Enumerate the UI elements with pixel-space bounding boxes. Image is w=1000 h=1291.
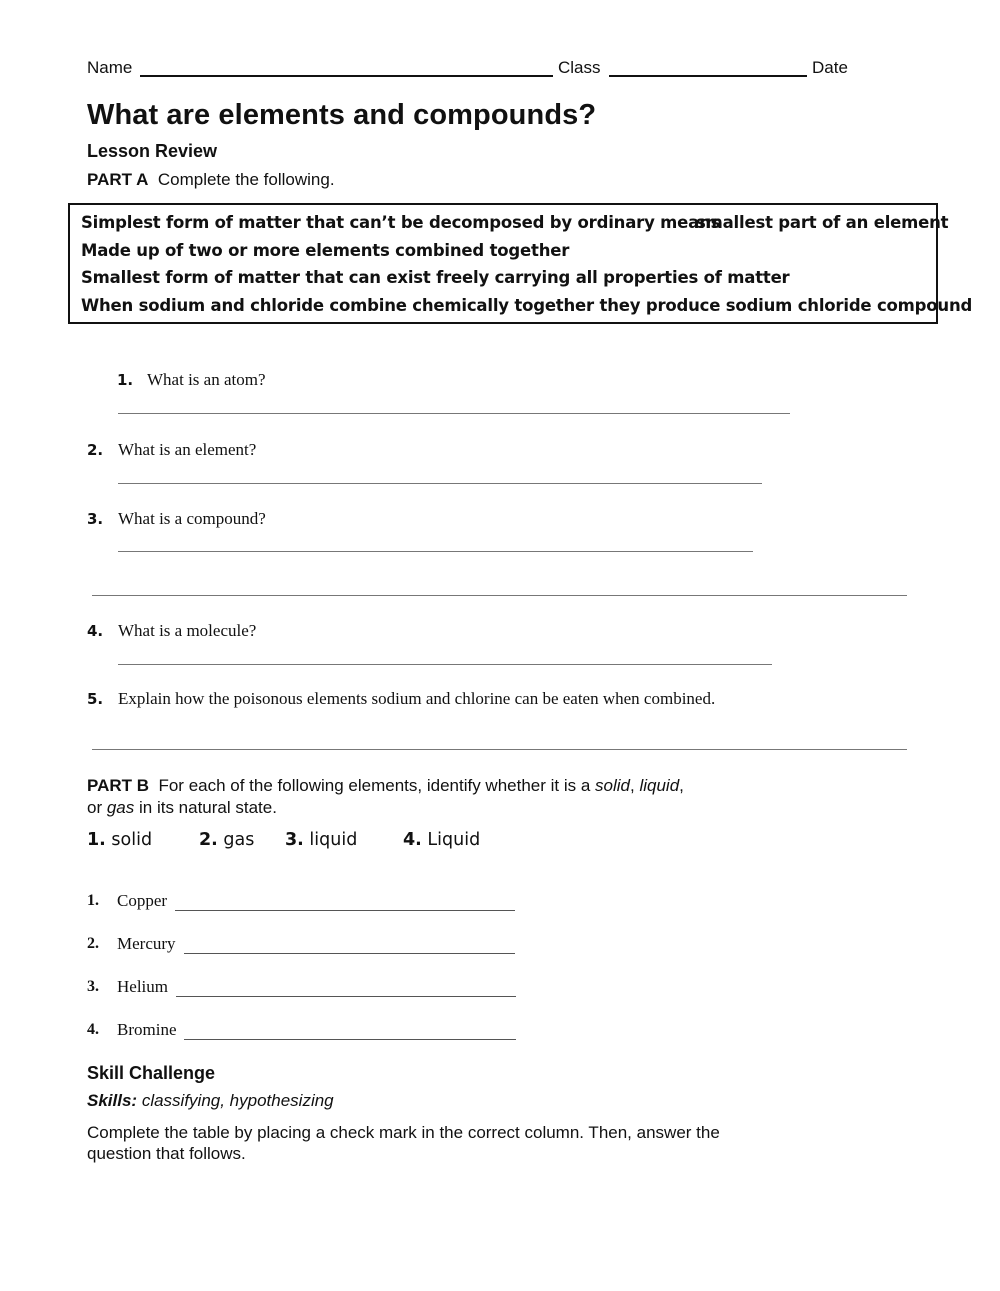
part-b-text: in its natural state. [134,798,277,817]
state-answer [403,830,480,850]
solid-term: solid [595,776,630,795]
question-number: 4. [87,622,104,640]
page-title: What are elements and compounds? [87,99,597,131]
question-text: What is an element? [118,440,257,459]
element-answer-line[interactable] [184,953,515,954]
element-name: Bromine [117,1020,177,1039]
part-b-text: For each of the following elements, identify whether it is a [158,776,596,795]
liquid-term: liquid [639,776,680,795]
word-bank-item: Made up of two or more elements combined together [81,241,570,260]
element-number: 1. [87,892,99,909]
question-text: Explain how the poisonous elements sodium and chlorine can be eaten when combined. [118,689,716,708]
state-answer [285,830,357,850]
answer-line[interactable] [118,413,790,414]
element-answer-line[interactable] [184,1039,516,1040]
state-answer-value: solid [111,830,153,850]
state-answer-number: 4. [403,830,422,850]
element-name: Copper [117,891,168,910]
answer-line[interactable] [92,595,907,596]
word-bank-item: smallest part of an element [696,213,949,232]
class-label: Class [558,58,601,77]
state-answer-value: Liquid [427,830,481,850]
part-b-text: or [87,798,107,817]
name-field[interactable] [140,75,553,77]
question-number: 2. [87,441,104,459]
state-answer-number: 2. [199,830,218,850]
name-label: Name [87,58,133,77]
answer-line[interactable] [118,483,762,484]
part-a-instruction [87,170,335,190]
question-text: What is an atom? [147,370,266,389]
answer-line[interactable] [118,664,772,665]
lesson-review-heading: Lesson Review [87,141,218,161]
question-text: What is a compound? [118,509,266,528]
separator: , [630,776,640,795]
state-answer-value: liquid [309,830,358,850]
part-b-instruction [87,775,747,819]
part-a-text: Complete the following. [157,170,335,189]
separator: , [679,776,684,795]
question-number: 5. [87,690,104,708]
question-number: 1. [117,371,134,389]
gas-term: gas [106,798,135,817]
word-bank-item: When sodium and chloride combine chemically together they produce sodium chloride compound [81,296,973,315]
skill-challenge-heading: Skill Challenge [87,1063,216,1083]
element-answer-line[interactable] [176,996,516,997]
skill-challenge-instruction: Complete the table by placing a check mark in the correct column. Then, answer the question that follows. [87,1123,720,1163]
question-text: What is a molecule? [118,621,257,640]
state-answer-number: 1. [87,830,106,850]
element-name: Helium [117,977,168,996]
skills-line [87,1091,334,1111]
skills-value: classifying, hypothesizing [137,1091,334,1110]
element-name: Mercury [117,934,176,953]
state-answer-value: gas [223,830,255,850]
element-number: 2. [87,935,99,952]
state-answer [87,830,152,850]
question-number: 3. [87,510,104,528]
part-b-label: PART B [87,776,150,795]
part-a-label: PART A [87,170,149,189]
element-number: 3. [87,978,99,995]
class-field[interactable] [609,75,807,77]
word-bank-item: Simplest form of matter that can’t be decomposed by ordinary means [81,213,721,232]
word-bank-item: Smallest form of matter that can exist freely carrying all properties of matter [81,268,790,287]
element-answer-line[interactable] [175,910,515,911]
word-bank-box [68,203,973,324]
state-answer [199,830,254,850]
answer-line[interactable] [92,749,907,750]
state-answer-number: 3. [285,830,304,850]
date-label: Date [812,58,848,77]
element-number: 4. [87,1021,99,1038]
skills-label: Skills: [87,1091,138,1110]
answer-line[interactable] [118,551,753,552]
